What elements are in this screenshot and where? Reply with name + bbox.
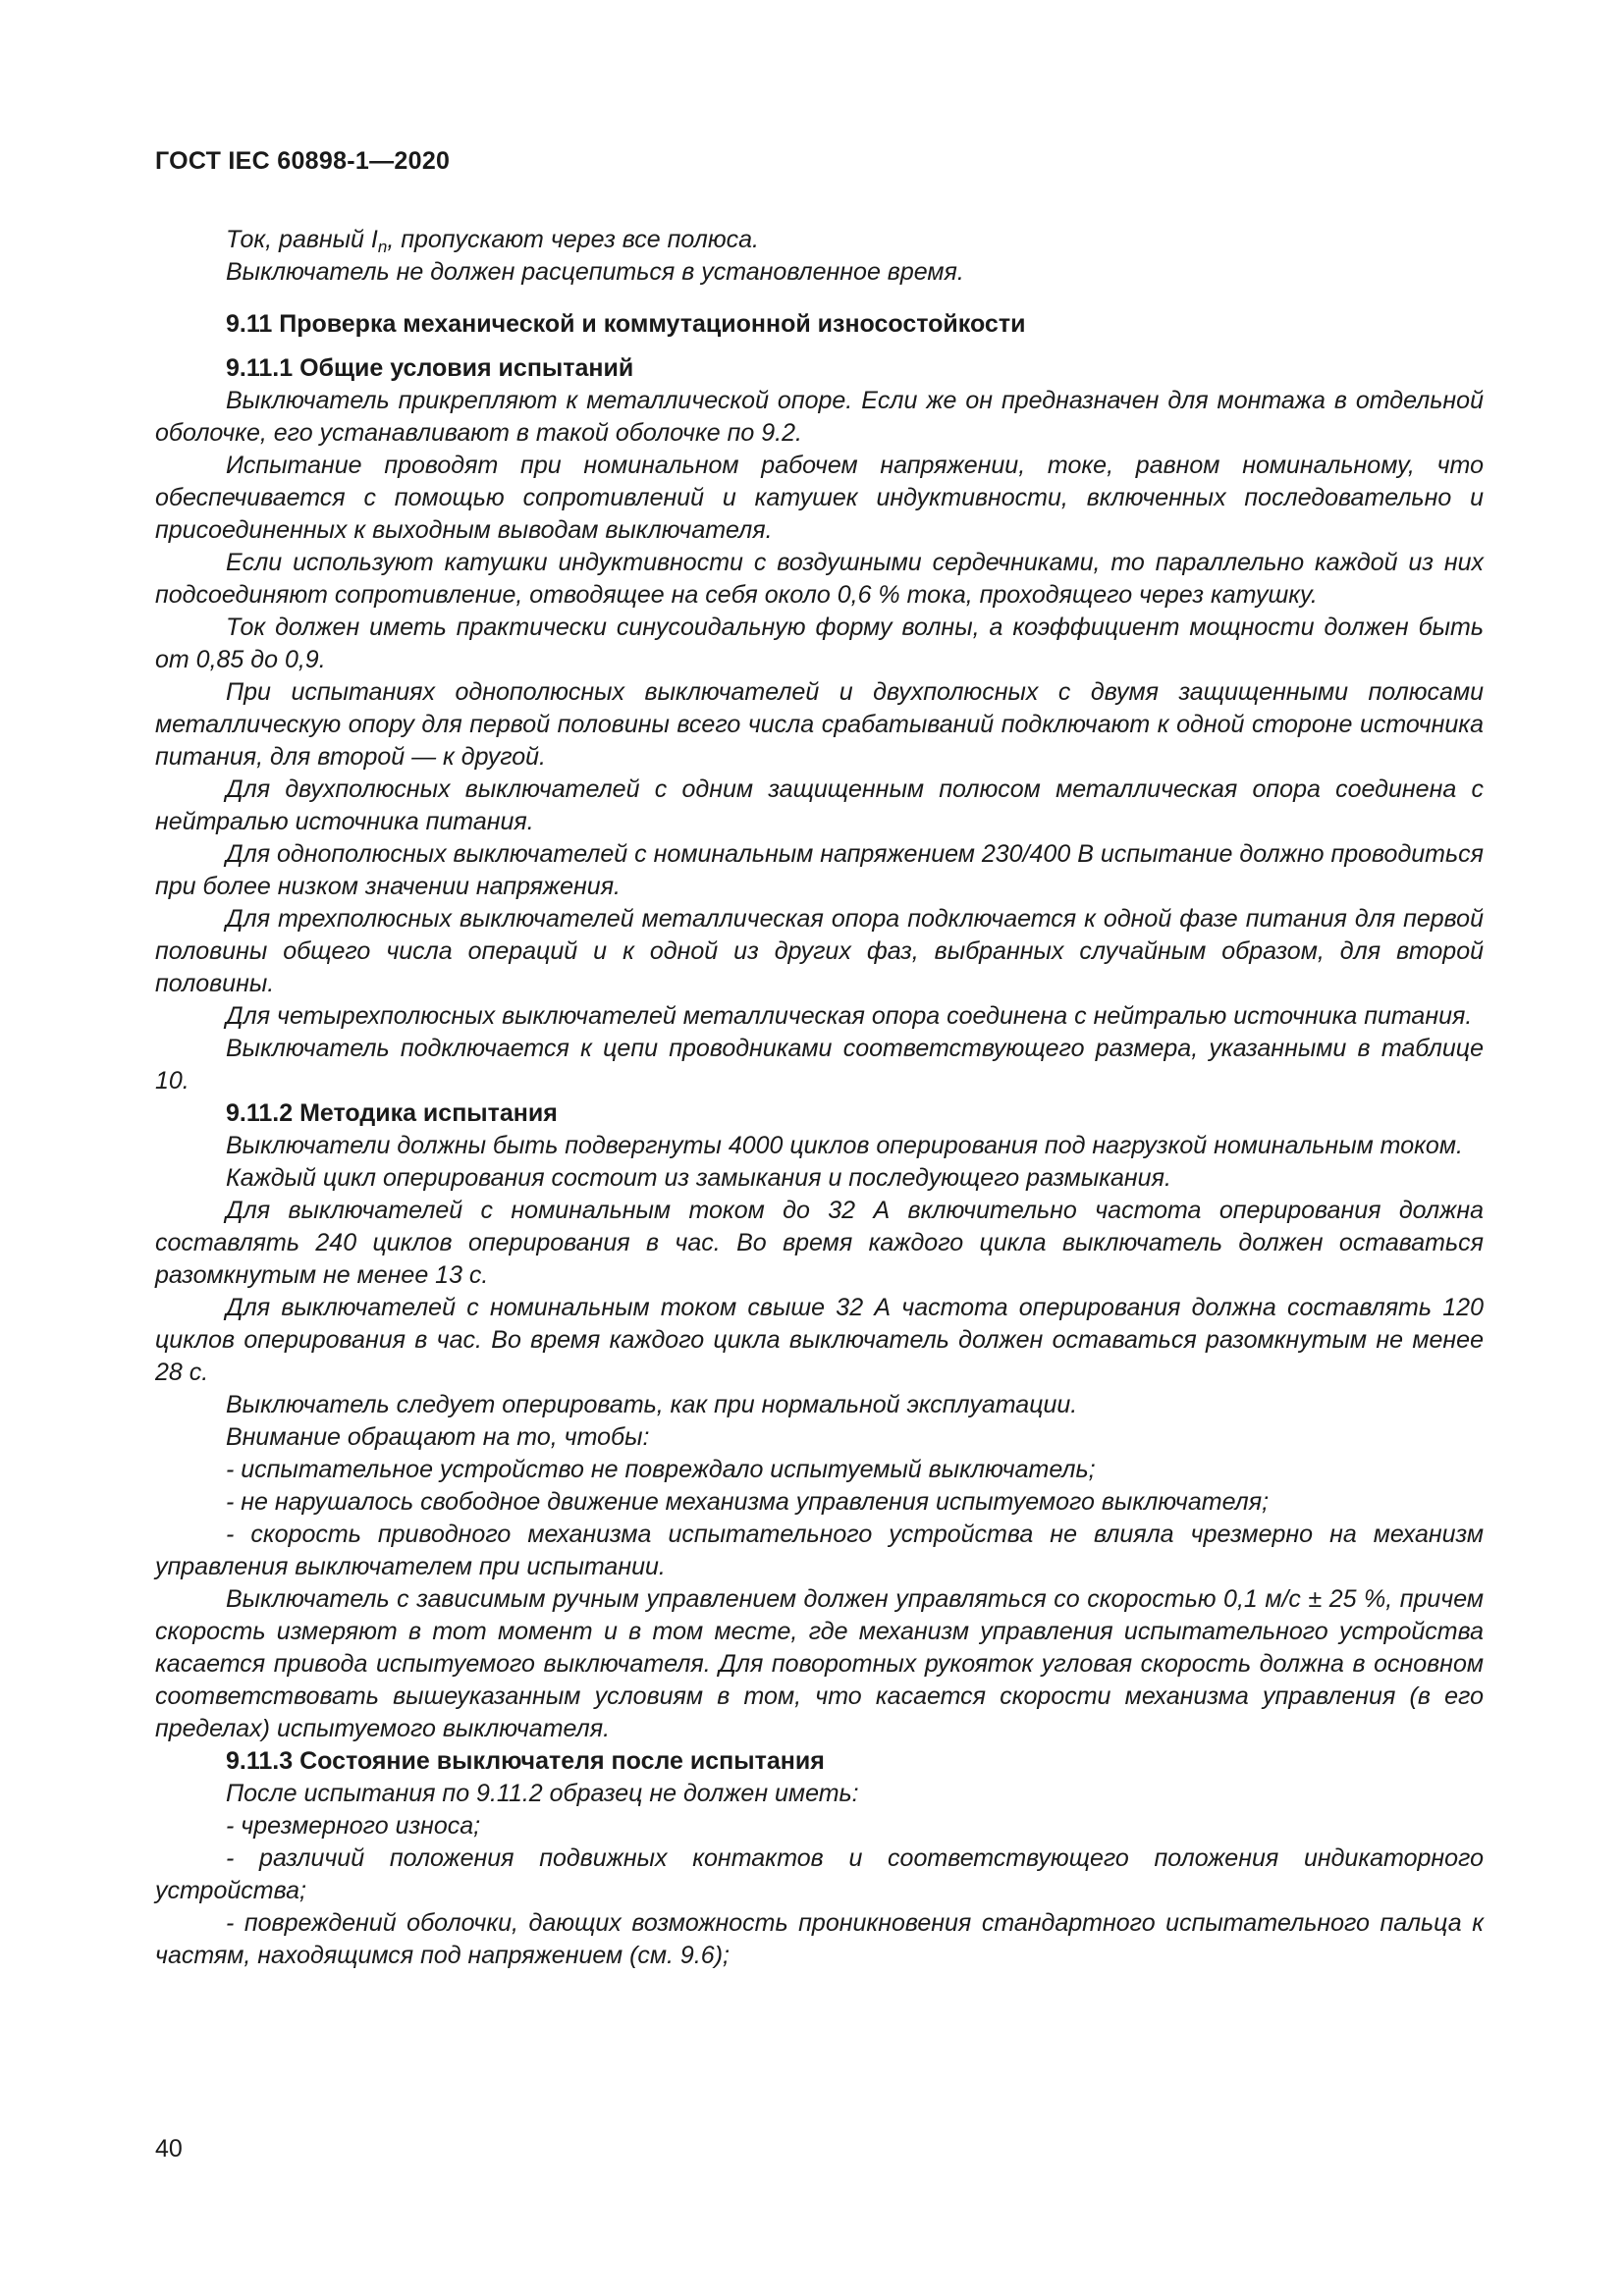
paragraph: Для трехполюсных выключателей металлическая опора подключается к одной фазе питания для первой половины общего числа операций и к одной из других фаз, выбранных случайным образом, для второй половины.: [155, 905, 1484, 997]
paragraph-current: Ток, равный $I_n$, пропускают через все полюса.: [226, 226, 759, 256]
paragraph: Выключатель подключается к цепи проводниками соответствующего размера, указанными в таблице 10.: [155, 1035, 1484, 1095]
paragraph: Для однополюсных выключателей с номинальным напряжением 230/400 В испытание должно проводиться при более низком значении напряжения.: [155, 840, 1484, 900]
list-item: - испытательное устройство не повреждало испытуемый выключатель;: [226, 1456, 1096, 1483]
paragraph: При испытаниях однополюсных выключателей и двухполюсных с двумя защищенными полюсами металлическую опору для первой половины всего числа срабатываний подключают к одной стороне источника питания, для второй — к другой.: [155, 678, 1484, 771]
paragraph: Для двухполюсных выключателей с одним защищенным полюсом металлическая опора соединена с нейтралью источника питания.: [155, 775, 1484, 835]
paragraph: Выключатель следует оперировать, как при нормальной эксплуатации.: [226, 1391, 1078, 1418]
paragraph: Выключатели должны быть подвергнуты 4000 циклов оперирования под нагрузкой номинальным током.: [226, 1132, 1463, 1159]
page-content: [155, 224, 1484, 1972]
section-title-9-11-3: 9.11.3 Состояние выключателя после испытания: [226, 1747, 825, 1775]
list-item: - чрезмерного износа;: [226, 1812, 481, 1840]
paragraph: Выключатель с зависимым ручным управлением должен управляться со скоростью 0,1 м/с ± 25 %, причем скорость измеряют в тот момент и в том месте, где механизм управления испытательного устройства касается привода испытуемого выключателя. Для поворотных рукояток угловая скорость должна в основном соответствовать вышеуказанным условиям в том, что касается скорости механизма управления (в его пределах) испытуемого выключателя.: [155, 1585, 1484, 1742]
section-title-9-11-2: 9.11.2 Методика испытания: [226, 1099, 558, 1127]
paragraph-no-trip: Выключатель не должен расцепиться в установленное время.: [226, 258, 964, 286]
list-item: - повреждений оболочки, дающих возможность проникновения стандартного испытательного пальца к частям, находящимся под напряжением (см. 9.6);: [155, 1909, 1484, 1969]
paragraph: Выключатель прикрепляют к металлической опоре. Если же он предназначен для монтажа в отдельной оболочке, его устанавливают в такой оболочке по 9.2.: [155, 387, 1484, 447]
list-item: - не нарушалось свободное движение механизма управления испытуемого выключателя;: [226, 1488, 1270, 1516]
paragraph: Для выключателей с номинальным током до 32 А включительно частота оперирования должна составлять 240 циклов оперирования в час. Во время каждого цикла выключатель должен оставаться разомкнутым не менее 13 с.: [155, 1197, 1484, 1289]
list-item: - различий положения подвижных контактов и соответствующего положения индикаторного устройства;: [155, 1844, 1484, 1904]
document-header: ГОСТ IEC 60898-1—2020: [155, 147, 451, 175]
paragraph: Если используют катушки индуктивности с воздушными сердечниками, то параллельно каждой из них подсоединяют сопротивление, отводящее на себя около 0,6 % тока, проходящего через катушку.: [155, 549, 1484, 609]
paragraph: Ток должен иметь практически синусоидальную форму волны, а коэффициент мощности должен быть от 0,85 до 0,9.: [155, 614, 1484, 673]
section-title-9-11-1: 9.11.1 Общие условия испытаний: [226, 354, 634, 382]
paragraph: После испытания по 9.11.2 образец не должен иметь:: [226, 1780, 859, 1807]
section-title-9-11: 9.11 Проверка механической и коммутационной износостойкости: [226, 310, 1026, 338]
paragraph: Внимание обращают на то, чтобы:: [226, 1423, 650, 1451]
paragraph: Испытание проводят при номинальном рабочем напряжении, токе, равном номинальному, что обеспечивается с помощью сопротивлений и катушек индуктивности, включенных последовательно и присоединенных к выходным выводам выключателя.: [155, 452, 1484, 544]
page-number: 40: [155, 2135, 183, 2163]
paragraph: Для выключателей с номинальным током свыше 32 А частота оперирования должна составлять 120 циклов оперирования в час. Во время каждого цикла выключатель должен оставаться разомкнутым не менее 28 с.: [155, 1294, 1484, 1386]
list-item: - скорость приводного механизма испытательного устройства не влияла чрезмерно на механизм управления выключателем при испытании.: [155, 1521, 1484, 1580]
paragraph: Для четырехполюсных выключателей металлическая опора соединена с нейтралью источника питания.: [226, 1002, 1473, 1030]
paragraph: Каждый цикл оперирования состоит из замыкания и последующего размыкания.: [226, 1164, 1171, 1192]
subscript-n: n: [377, 238, 388, 256]
